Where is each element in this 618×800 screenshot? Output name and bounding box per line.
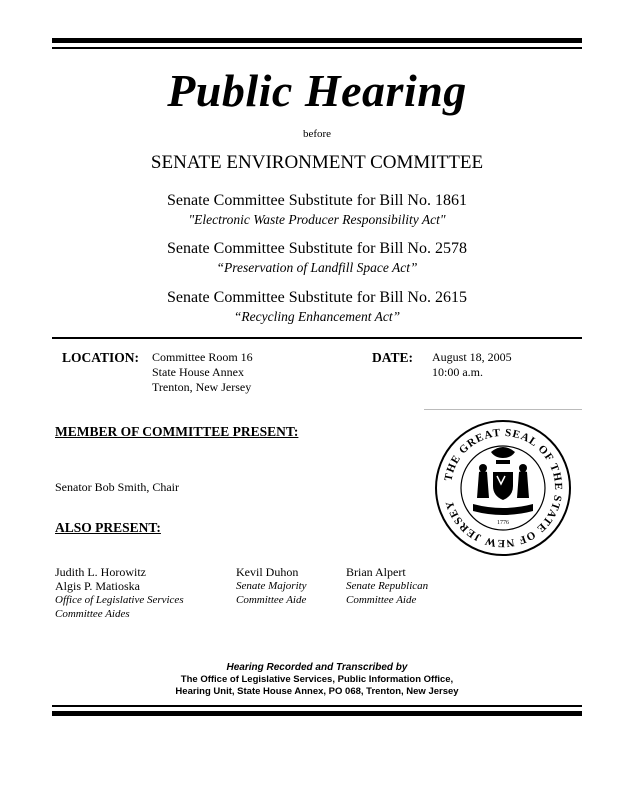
footer-heading: Hearing Recorded and Transcribed by (226, 662, 408, 673)
location-line: Committee Room 16 (152, 350, 253, 364)
date-line: August 18, 2005 (432, 350, 512, 364)
also-present-heading: ALSO PRESENT: (55, 520, 161, 535)
member-name: Senator Bob Smith, Chair (55, 480, 179, 494)
location-line: State House Annex (152, 365, 244, 379)
attendee-name: Judith L. Horowitz (55, 565, 146, 579)
bill-number: Senate Committee Substitute for Bill No. 1861 (167, 192, 467, 209)
page-title: Public Hearing (167, 65, 467, 116)
committee-name: SENATE ENVIRONMENT COMMITTEE (150, 152, 484, 173)
footer-line: Hearing Unit, State House Annex, PO 068, Trenton, New Jersey (175, 686, 459, 697)
attendee-role: Committee Aide (346, 594, 417, 606)
members-heading: MEMBER OF COMMITTEE PRESENT: (55, 424, 299, 439)
location-value (152, 350, 253, 395)
attendee-role: Committee Aide (236, 594, 307, 606)
location-line: Trenton, New Jersey (152, 380, 252, 394)
before-text: before (302, 128, 332, 140)
top-rule-thin (52, 47, 582, 49)
state-seal (433, 418, 573, 558)
attendee-name: Brian Alpert (346, 565, 406, 579)
attendee-column (236, 565, 307, 607)
bill-number: Senate Committee Substitute for Bill No. 2615 (167, 289, 467, 306)
bottom-rule-thick (52, 711, 582, 716)
attendee-role: Office of Legislative Services (55, 594, 184, 606)
top-rule-thick (52, 38, 582, 43)
date-label: DATE: (372, 350, 414, 365)
seal-ring-text: THE GREAT SEAL OF THE STATE OF NEW JERSEY (442, 426, 565, 550)
attendee-column (346, 565, 428, 607)
attendee-column (55, 565, 184, 621)
attendee-role: Senate Majority (236, 580, 307, 592)
attendee-role: Committee Aides (55, 608, 130, 620)
seal-rule (424, 409, 582, 410)
section-divider (52, 337, 582, 339)
bill-name: "Electronic Waste Producer Responsibility Act" (188, 212, 446, 227)
seal-year: 1776 (497, 520, 509, 526)
location-label: LOCATION: (62, 350, 140, 365)
bottom-rule-thin (52, 705, 582, 707)
attendee-name: Kevil Duhon (236, 565, 299, 579)
footer-line: The Office of Legislative Services, Public Information Office, (180, 674, 454, 685)
bill-number: Senate Committee Substitute for Bill No. 2578 (167, 240, 467, 257)
attendee-name: Algis P. Matioska (55, 579, 141, 593)
attendee-role: Senate Republican (346, 580, 429, 592)
date-line: 10:00 a.m. (432, 365, 483, 379)
date-value (432, 350, 512, 380)
bill-name: “Preservation of Landfill Space Act” (216, 260, 418, 275)
bill-name: “Recycling Enhancement Act” (233, 309, 401, 324)
